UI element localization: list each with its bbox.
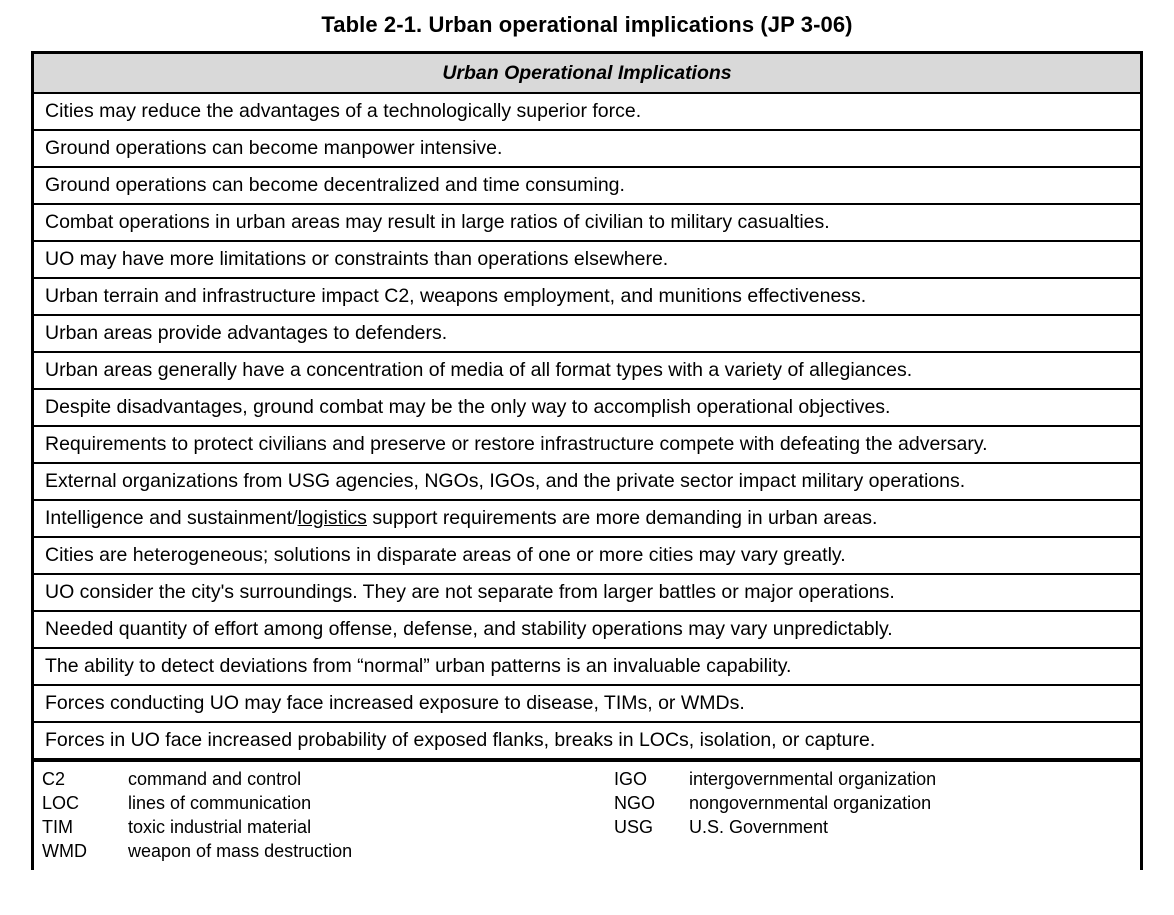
table-row: Forces conducting UO may face increased exposure to disease, TIMs, or WMDs. bbox=[34, 686, 1140, 723]
legend-entry bbox=[614, 815, 1132, 839]
legend-definition: U.S. Government bbox=[689, 817, 829, 837]
abbreviations-legend bbox=[34, 758, 1140, 870]
legend-entry bbox=[614, 791, 1132, 815]
table-row: Despite disadvantages, ground combat may be the only way to accomplish operational objectives. bbox=[34, 390, 1140, 427]
legend-definition: intergovernmental organization bbox=[689, 769, 937, 789]
legend-entry bbox=[42, 839, 614, 863]
table-row: Ground operations can become manpower intensive. bbox=[34, 131, 1140, 168]
legend-abbreviation: USG bbox=[614, 817, 654, 837]
table-row: The ability to detect deviations from “normal” urban patterns is an invaluable capability. bbox=[34, 649, 1140, 686]
table-row: Urban terrain and infrastructure impact C2, weapons employment, and munitions effectiveness. bbox=[34, 279, 1140, 316]
table-row: UO may have more limitations or constraints than operations elsewhere. bbox=[34, 242, 1140, 279]
legend-entry bbox=[614, 767, 1132, 791]
glossary-term-link[interactable]: logistics bbox=[297, 507, 367, 529]
table-row: Cities are heterogeneous; solutions in disparate areas of one or more cities may vary greatly. bbox=[34, 538, 1140, 575]
table-row: Forces in UO face increased probability of exposed flanks, breaks in LOCs, isolation, or capture. bbox=[45, 729, 876, 751]
legend-entry bbox=[42, 791, 614, 815]
legend-entry bbox=[42, 767, 614, 791]
table-body bbox=[34, 94, 1140, 758]
table-row: Combat operations in urban areas may result in large ratios of civilian to military casualties. bbox=[34, 205, 1140, 242]
row-text-segment: Intelligence and sustainment/ bbox=[45, 507, 298, 529]
table-row: External organizations from USG agencies, NGOs, IGOs, and the private sector impact military operations. bbox=[34, 464, 1140, 501]
table-row bbox=[34, 501, 1140, 538]
legend-column-right bbox=[614, 767, 1132, 863]
table-row: UO consider the city's surroundings. They are not separate from larger battles or major operations. bbox=[34, 575, 1140, 612]
implications-table bbox=[31, 51, 1143, 870]
table-row: Requirements to protect civilians and preserve or restore infrastructure compete with defeating the adversary. bbox=[34, 427, 1140, 464]
legend-entry bbox=[42, 815, 614, 839]
legend-column-left bbox=[42, 767, 614, 863]
legend-abbreviation: IGO bbox=[614, 769, 648, 789]
table-row: Needed quantity of effort among offense, defense, and stability operations may vary unpredictably. bbox=[34, 612, 1140, 649]
legend-definition: lines of communication bbox=[128, 793, 312, 813]
legend-abbreviation: WMD bbox=[42, 841, 87, 861]
legend-abbreviation: LOC bbox=[42, 793, 80, 813]
legend-definition: weapon of mass destruction bbox=[128, 841, 353, 861]
legend-abbreviation: C2 bbox=[42, 769, 66, 789]
legend-abbreviation: TIM bbox=[42, 817, 73, 837]
table-column-header: Urban Operational Implications bbox=[34, 54, 1140, 94]
table-caption: Table 2-1. Urban operational implications (JP 3-06) bbox=[321, 12, 853, 37]
legend-definition: toxic industrial material bbox=[128, 817, 312, 837]
legend-definition: command and control bbox=[128, 769, 302, 789]
table-row: Cities may reduce the advantages of a technologically superior force. bbox=[34, 94, 1140, 131]
table-row: Urban areas provide advantages to defenders. bbox=[34, 316, 1140, 353]
legend-definition: nongovernmental organization bbox=[689, 793, 932, 813]
table-row: Ground operations can become decentralized and time consuming. bbox=[34, 168, 1140, 205]
row-text-segment: support requirements are more demanding in urban areas. bbox=[366, 507, 878, 529]
legend-abbreviation: NGO bbox=[614, 793, 656, 813]
table-row: Urban areas generally have a concentration of media of all format types with a variety of allegiances. bbox=[34, 353, 1140, 390]
